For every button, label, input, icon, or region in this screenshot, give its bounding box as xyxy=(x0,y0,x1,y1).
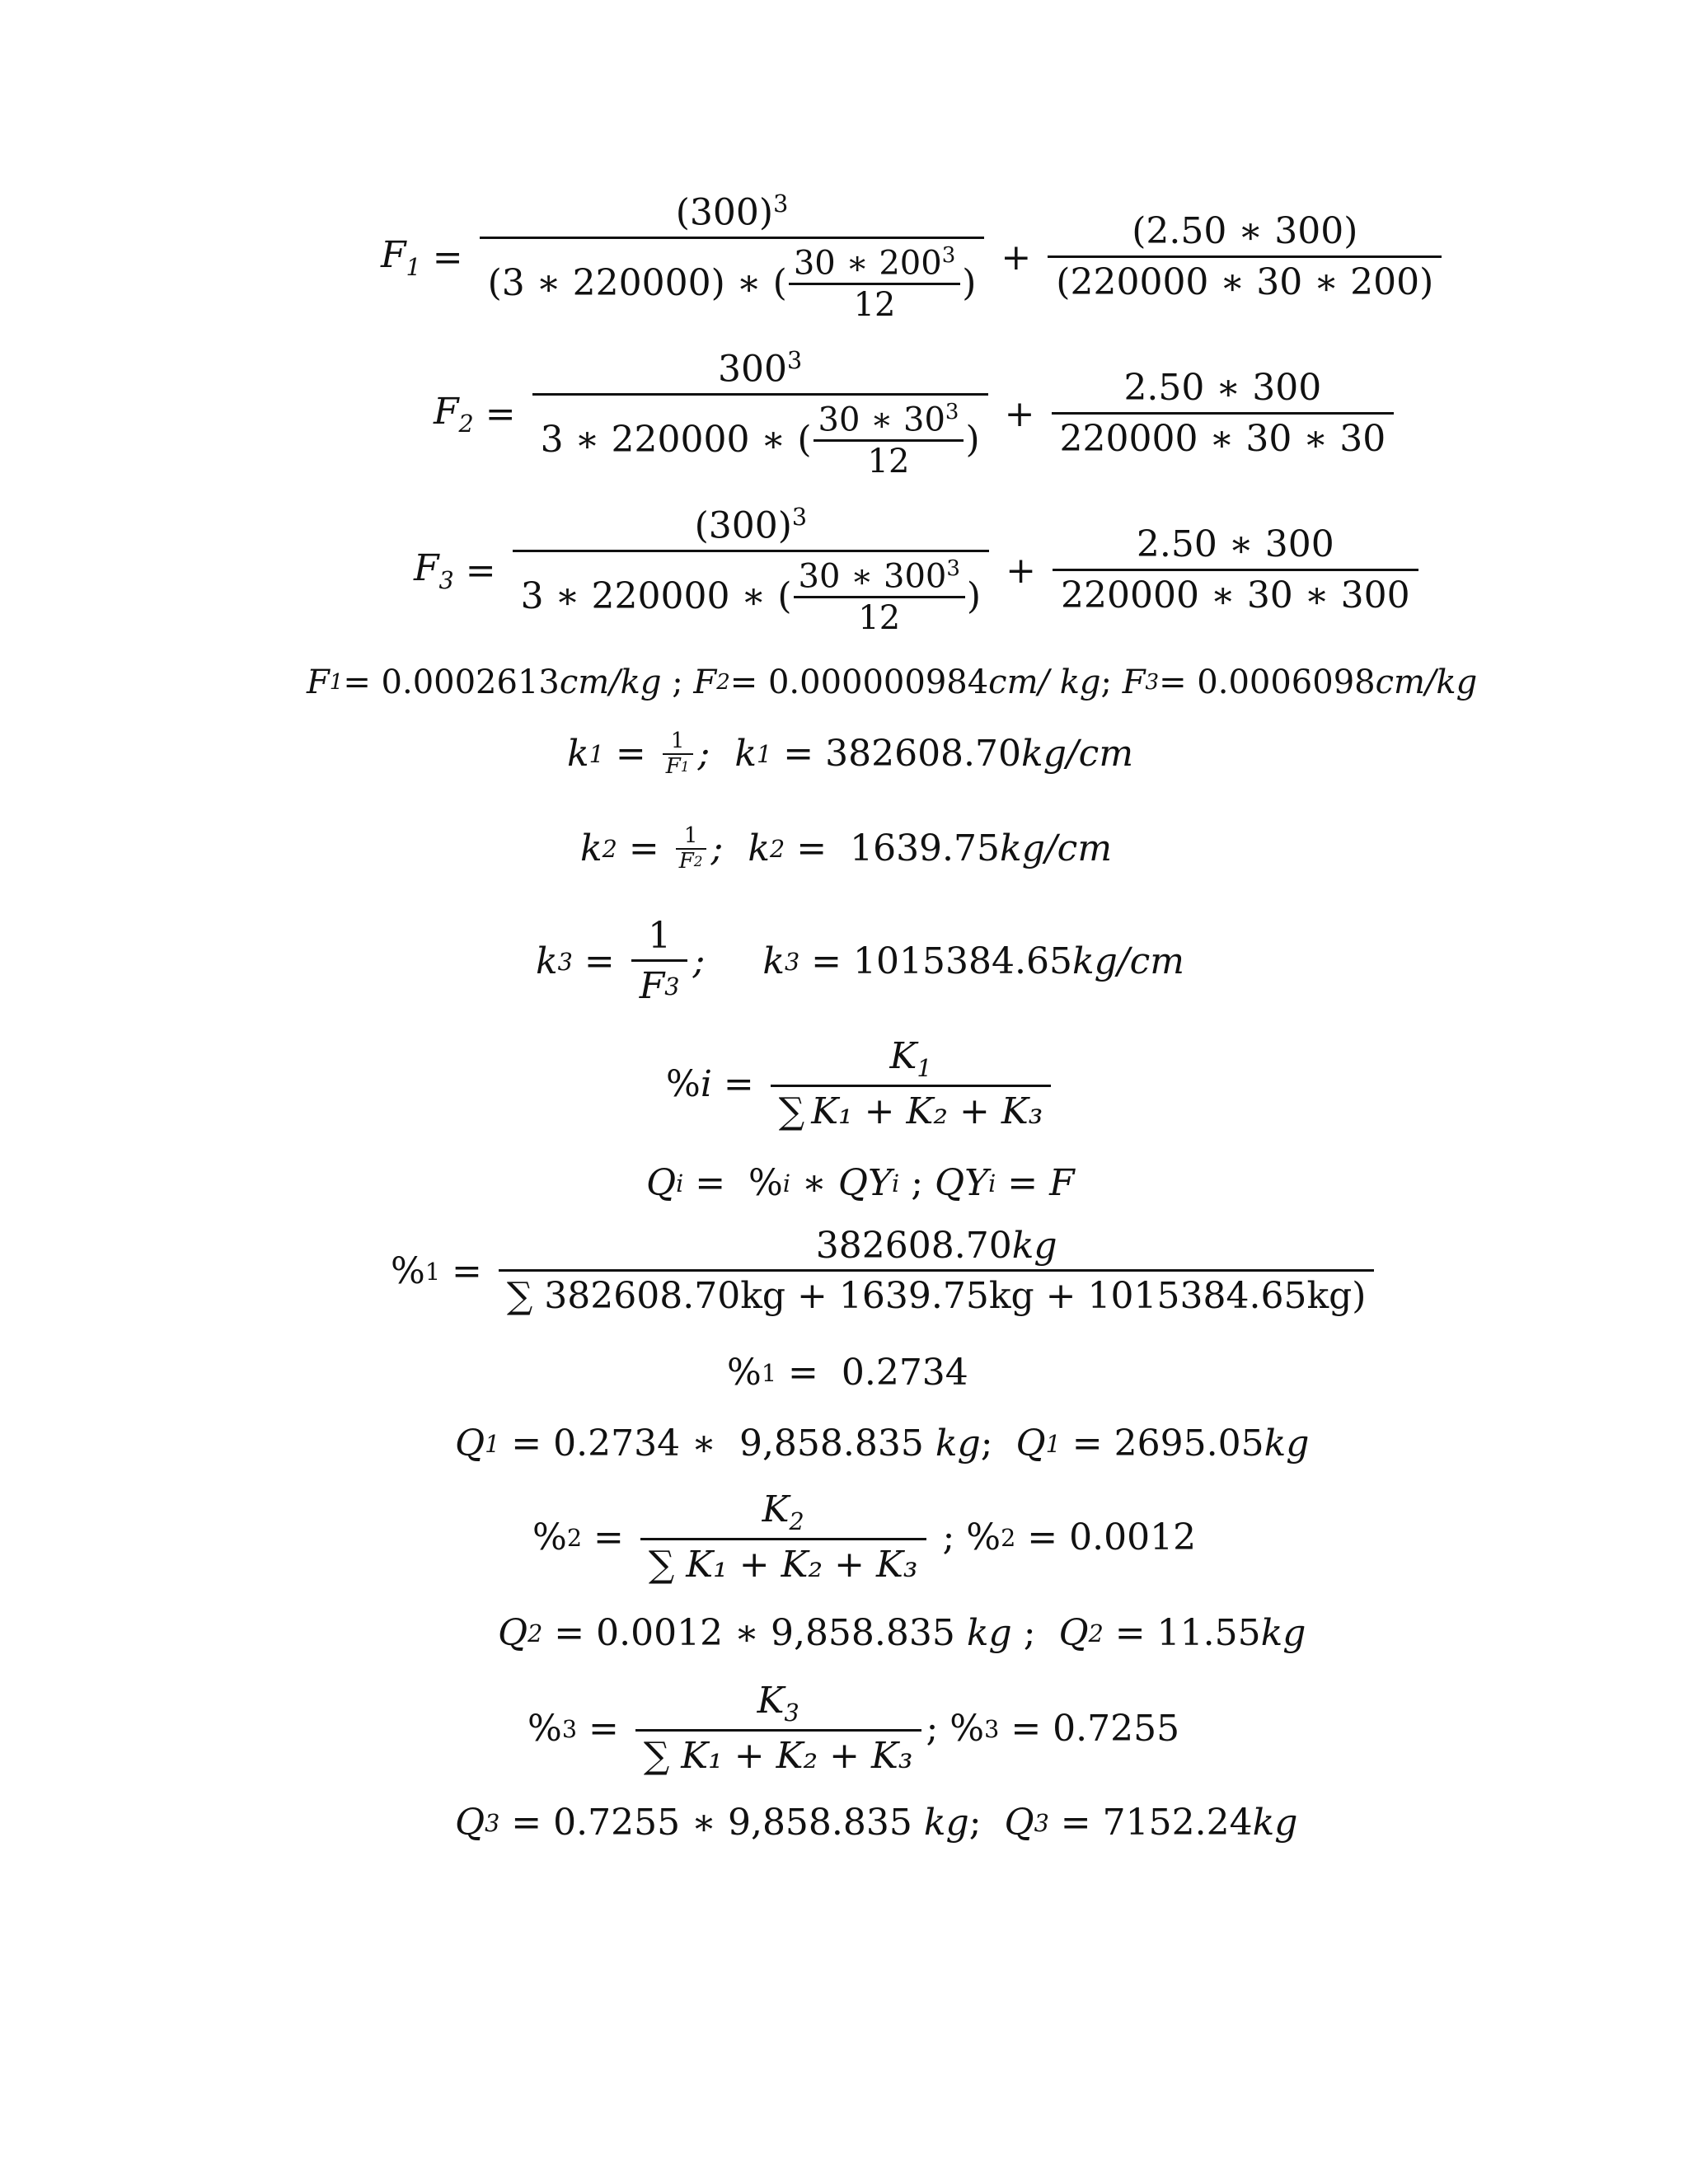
f1-second-fraction: $\frac{(2.50 ∗ 300)}{(220000 ∗ 30 ∗ 200)}$ xyxy=(1048,212,1442,302)
equation-f2: $F_2$ = $300^3$ 3 ∗ 220000 ∗ ( $\frac{30 ∗ 30^3}{12}$ ) + $\frac{2.50 ∗ 300}{220000 ∗ 30 ∗ 30}$ xyxy=(434,348,1399,480)
equation-f3: $F_3$ = $(300)^3$ 3 ∗ 220000 ∗ ( $\frac{30 ∗ 300^3}{12}$ ) + $\frac{2.50 ∗ 300}{220000 ∗ 30 ∗ 300}$ xyxy=(414,504,1423,636)
f1-first-fraction: $(300)^3$ (3 ∗ 220000) ∗ ( $\frac{30 ∗ 200^3}{12}$ ) xyxy=(480,191,985,323)
equation-q-i: Q i = % i ∗ QY i ; QY i = F xyxy=(646,1162,1075,1204)
equation-q3: Q 3 = 0.7255 ∗ 9,858.835 kg ; Q 3 = 7152.24 kg xyxy=(455,1802,1298,1844)
equation-percent-i: % i = $K_1$ ∑ K₁ + K₂ + K₃ xyxy=(666,1037,1056,1132)
f3-first-fraction: $(300)^3$ 3 ∗ 220000 ∗ ( $\frac{30 ∗ 300^3}{12}$ ) xyxy=(513,504,989,636)
f2-first-fraction: $300^3$ 3 ∗ 220000 ∗ ( $\frac{30 ∗ 30^3}{12}$ ) xyxy=(532,348,988,480)
equation-percent-2: % 2 = $\frac{K_2}{\text{∑ K₁ + K₂ + K₃}}$ ; % 2 = 0.0012 xyxy=(532,1488,1197,1586)
equation-percent-1-value: % 1 = 0.2734 xyxy=(727,1352,968,1394)
equation-k3: k 3 = 1 F 3 ; k 3 = 1015384.65 kg/cm xyxy=(536,915,1184,1008)
f-results-line: F 1 = 0.0002613 cm/kg ; F 2 = 0.000000984 cm/ kg ; F 3 = 0.0006098 cm/kg xyxy=(307,663,1478,701)
equation-q1: Q 1 = 0.2734 ∗ 9,858.835 kg ; Q 1 = 2695.05 kg xyxy=(455,1422,1310,1465)
f3-lhs: $F_3$ xyxy=(414,546,454,594)
f2-second-fraction: $\frac{2.50 ∗ 300}{220000 ∗ 30 ∗ 30}$ xyxy=(1052,368,1395,459)
f3-second-fraction: $\frac{2.50 ∗ 300}{220000 ∗ 30 ∗ 300}$ xyxy=(1053,525,1418,616)
f1-lhs: $F_1$ xyxy=(381,233,421,281)
equation-percent-1-fraction: % 1 = $\frac{382608.70kg}{\sum 382608.70kg + 1639.75kg + 1015384.65kg)}$ xyxy=(391,1226,1379,1317)
equation-q2: Q 2 = 0.0012 ∗ 9,858.835 kg ; Q 2 = 11.55 kg xyxy=(498,1612,1306,1654)
equation-f1: $F_1$ = $(300)^3$ (3 ∗ 220000) ∗ ( $\frac{30 ∗ 200^3}{12}$ ) + $\frac{(2.50 ∗ 300)}{(220000 ∗ 30 ∗ 200)}$ xyxy=(381,191,1447,323)
equation-k1: k 1 = 1 F 1 ; k 1 = 382608.70 kg/cm xyxy=(567,729,1134,779)
equation-k2: k 2 = 1 F 2 ; k 2 = 1639.75 kg/cm xyxy=(580,823,1113,874)
f2-lhs: $F_2$ xyxy=(434,390,474,438)
equation-percent-3: % 3 = $\frac{K_3}{\text{∑ K₁ + K₂ + K₃}}$ ; % 3 = 0.7255 xyxy=(528,1680,1180,1778)
